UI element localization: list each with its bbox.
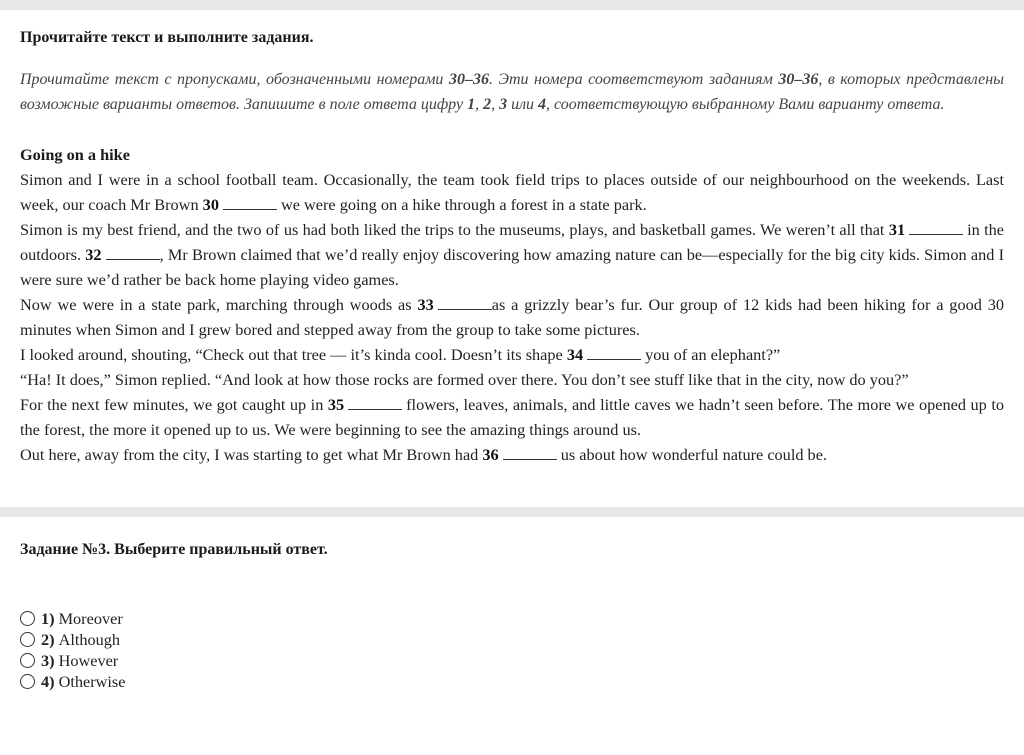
option-label[interactable]: Moreover	[58, 608, 123, 628]
gap-blank	[503, 445, 557, 460]
paragraph-text: as a grizzly bear’s fur. Our group of 12 kids had been hiking for a good 30 minutes when Simon and I grew bored and stepped away from the group to take some pictures.	[20, 295, 1004, 339]
paragraph-text: For the next few minutes, we got caught up in	[20, 395, 324, 414]
instr-text: , в которых представлены возможные варианты ответов. Запишите в поле ответа цифру	[20, 71, 1005, 113]
paragraph	[20, 292, 1004, 342]
gap-blank	[438, 295, 492, 310]
gap-number: 30	[202, 195, 219, 214]
section-divider	[0, 507, 1024, 517]
gap-number: 31	[888, 220, 906, 239]
option-number: 2)	[41, 629, 55, 649]
task-section	[0, 541, 1024, 692]
gap-blank	[223, 195, 277, 210]
section-heading: Прочитайте текст и выполните задания.	[20, 29, 314, 46]
instr-text: Прочитайте текст с пропусками, обозначенными номерами	[20, 71, 444, 88]
paragraph	[20, 442, 1004, 467]
option-number: 3)	[41, 650, 55, 670]
gap-blank	[587, 345, 641, 360]
paragraph-text: Now we were in a state park, marching through woods as	[20, 295, 412, 314]
gap-blank	[348, 395, 402, 410]
instr-text: или	[511, 96, 535, 113]
answer-options	[20, 608, 1004, 692]
gap-blank	[106, 245, 160, 260]
option-number: 1)	[41, 608, 55, 628]
paragraph	[20, 392, 1004, 442]
paragraph-text: I looked around, shouting, “Check out that tree — it’s kinda cool. Doesn’t its shape	[20, 345, 563, 364]
paragraph-text: we were going on a hike through a forest in a state park.	[280, 195, 647, 214]
text-title: Going on a hike	[20, 145, 130, 164]
paragraph-text: us about how wonderful nature could be.	[560, 445, 827, 464]
gap-number: 32	[85, 245, 102, 264]
instr-text: , соответствующую выбранному Вами варианту ответа.	[546, 96, 945, 113]
option-label[interactable]: However	[58, 650, 119, 670]
reading-section	[0, 29, 1024, 467]
paragraph-text: Simon is my best friend, and the two of us had both liked the trips to the museums, plays, and basketball games. We weren’t all that	[20, 220, 885, 239]
answer-option-4[interactable]	[20, 671, 1004, 692]
radio-button[interactable]	[20, 632, 35, 647]
instr-range: 30–36	[448, 71, 489, 88]
reading-text	[20, 142, 1004, 467]
instr-range: 30–36	[778, 71, 819, 88]
instr-digit: 2	[483, 96, 492, 113]
paragraph-text: in the outdoors.	[20, 220, 1004, 264]
radio-button[interactable]	[20, 611, 35, 626]
gap-number: 35	[327, 395, 345, 414]
instr-digit: 4	[538, 96, 547, 113]
top-divider	[0, 0, 1024, 10]
answer-option-3[interactable]	[20, 650, 1004, 671]
radio-button[interactable]	[20, 653, 35, 668]
instr-digit: 1	[467, 96, 476, 113]
gap-number: 34	[566, 345, 584, 364]
paragraph-text: Out here, away from the city, I was starting to get what Mr Brown had	[20, 445, 479, 464]
paragraph-text: you of an elephant?”	[645, 345, 781, 364]
paragraph	[20, 367, 1004, 392]
gap-number: 36	[482, 445, 499, 464]
paragraph	[20, 167, 1004, 217]
paragraph	[20, 217, 1004, 292]
option-label[interactable]: Although	[58, 629, 121, 649]
task-heading: Задание №3. Выберите правильный ответ.	[20, 541, 328, 558]
radio-button[interactable]	[20, 674, 35, 689]
gap-number: 33	[417, 295, 434, 314]
paragraph-text: Simon and I were in a school football team. Occasionally, the team took field trips to places outside of our neighbourhood on the weekends. Last week, our coach Mr Brown	[20, 170, 1004, 214]
paragraph-text: , Mr Brown claimed that we’d really enjoy discovering how amazing nature can be—especially for the big city kids. Simon and I were sure we’d rather be back home playing video games.	[20, 245, 1004, 289]
option-number: 4)	[41, 671, 55, 691]
answer-option-2[interactable]	[20, 629, 1004, 650]
instructions: Прочитайте текст с пропусками, обозначенными номерами 30–36. Эти номера соответствуют заданиям 30–36, в которых представлены возможные варианты ответов. Запишите в поле ответа цифру 1, 2, 3 или 4, соответствующую выбранному Вами варианту ответа.	[20, 71, 1005, 113]
answer-option-1[interactable]	[20, 608, 1004, 629]
paragraph-text: flowers, leaves, animals, and little caves we hadn’t seen before. The more we opened up to the forest, the more it opened up to us. We were beginning to see the amazing things around us.	[20, 395, 1004, 439]
paragraph-text: “Ha! It does,” Simon replied. “And look at how those rocks are formed over there. You don’t see stuff like that in the city, now do you?”	[20, 370, 909, 389]
instr-digit: 3	[499, 96, 508, 113]
instr-text: . Эти номера соответствуют заданиям	[488, 71, 773, 88]
option-label[interactable]: Otherwise	[58, 671, 126, 691]
gap-blank	[909, 220, 963, 235]
paragraph	[20, 342, 1004, 367]
